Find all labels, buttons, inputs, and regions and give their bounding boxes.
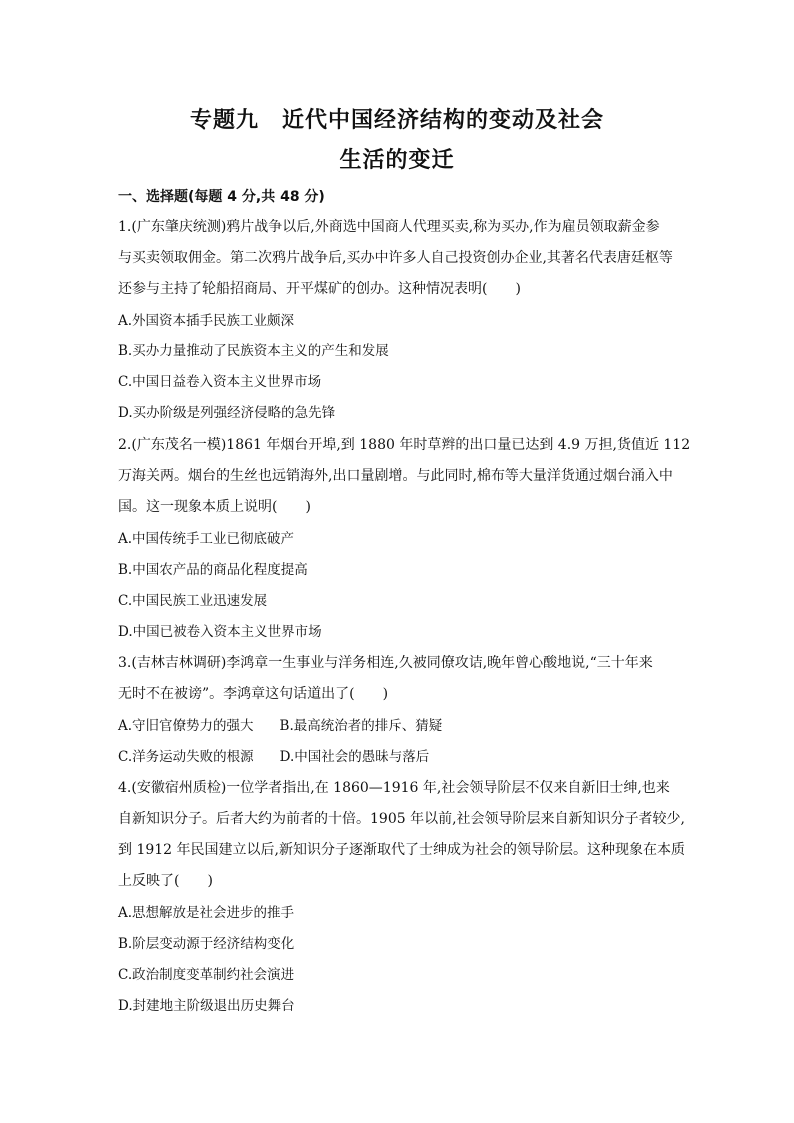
q3-option-c: C.洋务运动失败的根源 (118, 749, 254, 765)
q2-option-c: C.中国民族工业迅速发展 (118, 593, 268, 609)
q2-stem-line-1: 2.(广东茂名一模)1861 年烟台开埠,到 1880 年时草辫的出口量已达到 4.9 万担,货值近 112 (118, 437, 691, 453)
page-title-line-2: 生活的变迁 (339, 148, 455, 173)
q2-option-b: B.中国农产品的商品化程度提高 (118, 562, 308, 578)
section-heading: 一、选择题(每题 4 分,共 48 分) (118, 189, 325, 205)
q2-option-d: D.中国已被卷入资本主义世界市场 (118, 624, 322, 640)
q1-stem-line-1: 1.(广东肇庆统测)鸦片战争以后,外商选中国商人代理买卖,称为买办,作为雇员领取薪金参 (118, 219, 660, 235)
q3-option-a: A.守旧官僚势力的强大 (118, 718, 254, 734)
q3-options-row-2 (118, 747, 429, 767)
q3-options-row-1 (118, 716, 442, 736)
q1-option-d: D.买办阶级是列强经济侵略的急先锋 (118, 405, 336, 421)
page-title-line-1: 专题九 近代中国经济结构的变动及社会 (189, 108, 604, 133)
q4-stem-line-3: 到 1912 年民国建立以后,新知识分子逐渐取代了士绅成为社会的领导阶层。这种现象在本质 (118, 842, 685, 858)
q4-option-b: B.阶层变动源于经济结构变化 (118, 936, 295, 952)
q1-stem-line-3: 还参与主持了轮船招商局、开平煤矿的创办。这种情况表明( ) (118, 281, 521, 297)
q1-option-c: C.中国日益卷入资本主义世界市场 (118, 374, 322, 390)
q4-option-a: A.思想解放是社会进步的推手 (118, 905, 295, 921)
q3-stem-line-1: 3.(吉林吉林调研)李鸿章一生事业与洋务相连,久被同僚攻诘,晚年曾心酸地说,“三十年来 (118, 655, 653, 671)
q2-stem-line-3: 国。这一现象本质上说明( ) (118, 499, 311, 515)
q2-option-a: A.中国传统手工业已彻底破产 (118, 531, 295, 547)
q3-option-b: B.最高统治者的排斥、猜疑 (279, 718, 443, 734)
q4-option-c: C.政治制度变革制约社会演进 (118, 967, 295, 983)
q4-option-d: D.封建地主阶级退出历史舞台 (118, 998, 295, 1014)
q4-stem-line-4: 上反映了( ) (118, 873, 213, 889)
q4-stem-line-2: 自新知识分子。后者大约为前者的十倍。1905 年以前,社会领导阶层来自新知识分子者较少, (118, 811, 685, 827)
q4-stem-line-1: 4.(安徽宿州质检)一位学者指出,在 1860—1916 年,社会领导阶层不仅来自新旧士绅,也来 (118, 780, 670, 796)
q2-stem-line-2: 万海关两。烟台的生丝也远销海外,出口量剧增。与此同时,棉布等大量洋货通过烟台涌入中 (118, 468, 673, 484)
q1-option-b: B.买办力量推动了民族资本主义的产生和发展 (118, 343, 389, 359)
q3-option-d: D.中国社会的愚昧与落后 (279, 749, 430, 765)
q1-option-a: A.外国资本插手民族工业颇深 (118, 313, 295, 329)
q1-stem-line-2: 与买卖领取佣金。第二次鸦片战争后,买办中许多人自己投资创办企业,其著名代表唐廷枢等 (118, 250, 673, 266)
q3-stem-line-2: 无时不在被谤”。李鸿章这句话道出了( ) (118, 686, 389, 702)
